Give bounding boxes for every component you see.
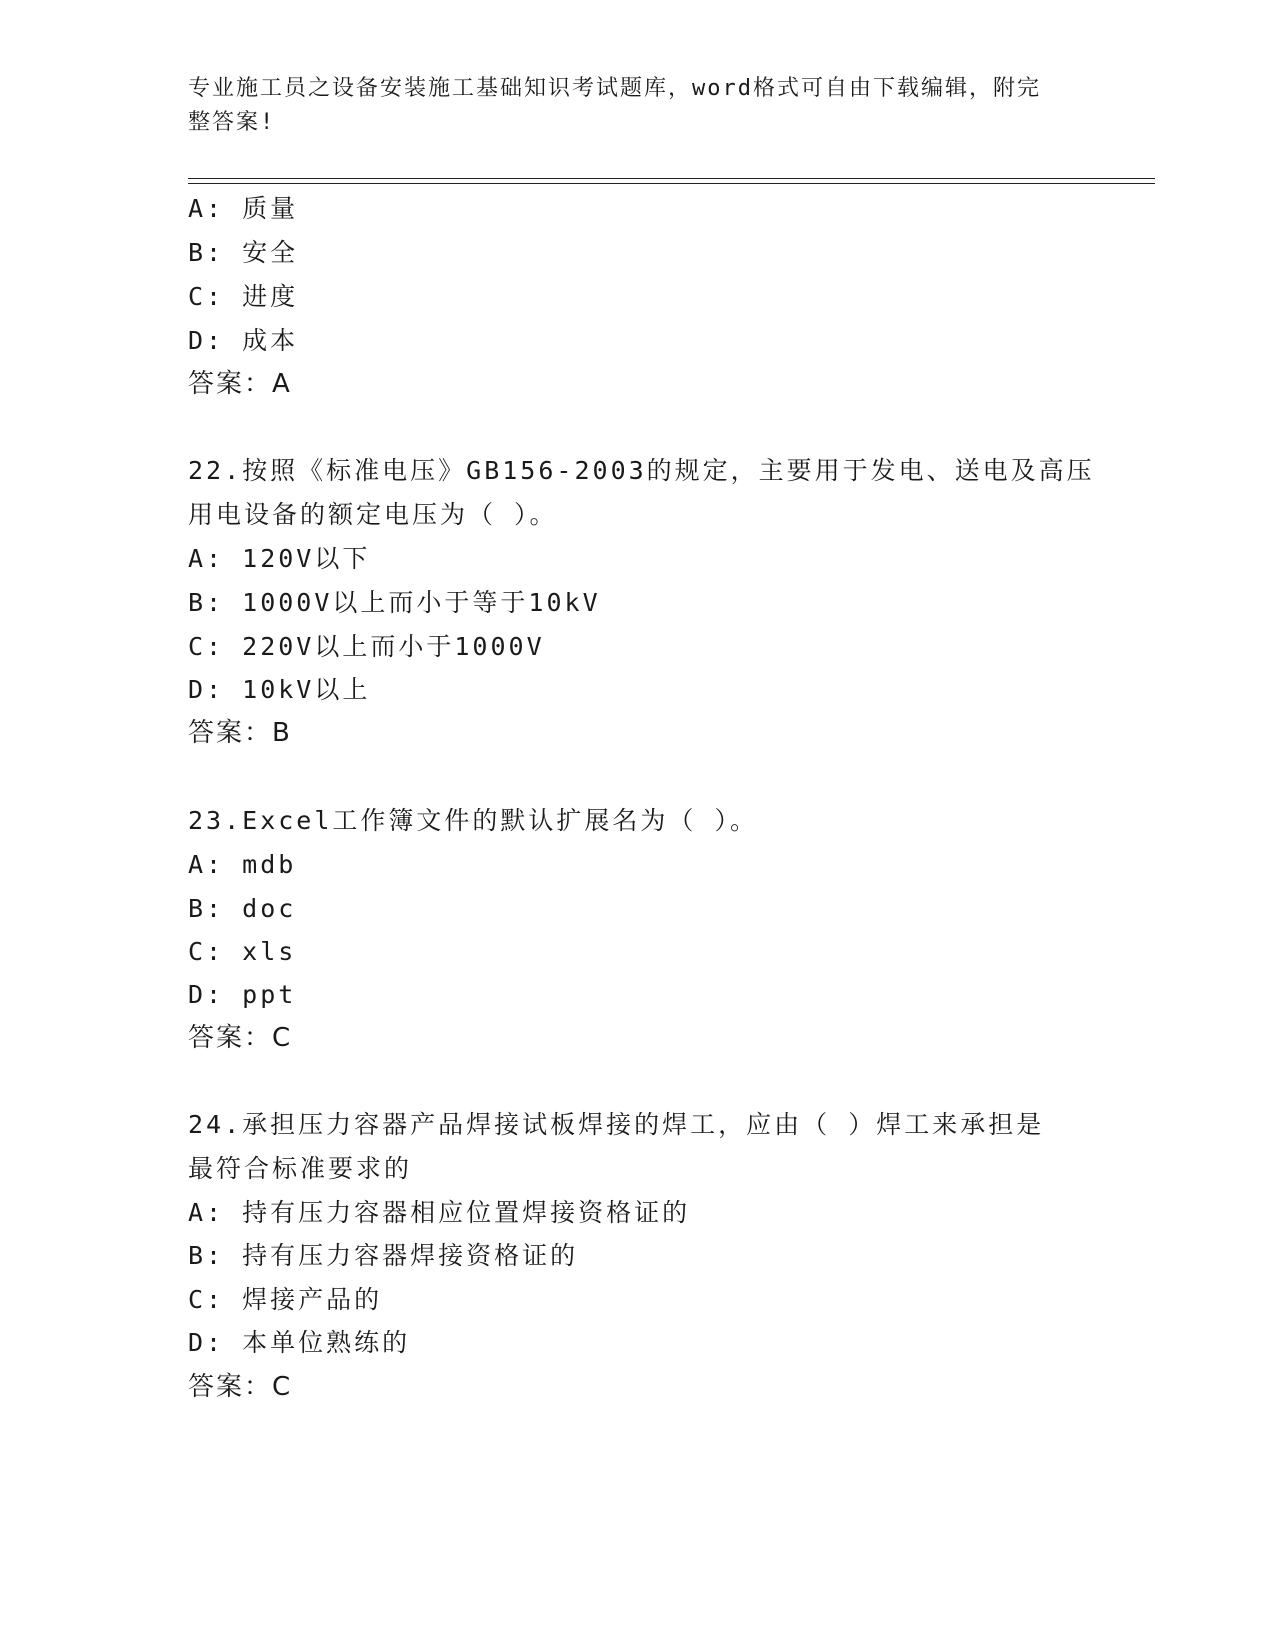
header-line-2: 整答案! [188,110,276,135]
q24-option-c: C: 焊接产品的 [188,1285,383,1314]
q21-option-d: D: 成本 [188,326,299,355]
q21-option-b: B: 安全 [188,238,299,267]
header-divider-bottom [188,183,1155,184]
q22-answer: 答案：B [188,718,292,748]
q24-stem-line-1: 24.承担压力容器产品焊接试板焊接的焊工，应由（ ）焊工来承担是 [188,1110,1045,1139]
q23-option-b: B: doc [188,894,297,923]
q21-answer: 答案：A [188,369,292,399]
q22-option-c: C: 220V以上而小于1000V [188,632,545,661]
q24-option-d: D: 本单位熟练的 [188,1328,411,1357]
header-divider-top [188,178,1155,179]
q21-option-c: C: 进度 [188,282,299,311]
q22-stem-line-2: 用电设备的额定电压为（ ）。 [188,500,558,529]
header-line-1: 专业施工员之设备安装施工基础知识考试题库，word格式可自由下载编辑，附完 [188,76,1041,101]
q22-stem-line-1: 22.按照《标准电压》GB156-2003的规定，主要用于发电、送电及高压 [188,456,1095,485]
q23-stem-line-1: 23.Excel工作簿文件的默认扩展名为（ ）。 [188,806,758,835]
q22-option-d: D: 10kV以上 [188,675,371,704]
q23-option-a: A: mdb [188,850,297,879]
q24-option-b: B: 持有压力容器焊接资格证的 [188,1241,579,1270]
q23-option-d: D: ppt [188,980,297,1009]
q21-option-a: A: 质量 [188,194,299,223]
q24-option-a: A: 持有压力容器相应位置焊接资格证的 [188,1198,691,1227]
q24-stem-line-2: 最符合标准要求的 [188,1154,413,1183]
document-header [188,72,1088,140]
q22-option-a: A: 120V以下 [188,544,371,573]
q22-option-b: B: 1000V以上而小于等于10kV [188,588,601,617]
q24-answer: 答案：C [188,1372,293,1402]
q23-answer: 答案：C [188,1023,293,1053]
q23-option-c: C: xls [188,937,297,966]
